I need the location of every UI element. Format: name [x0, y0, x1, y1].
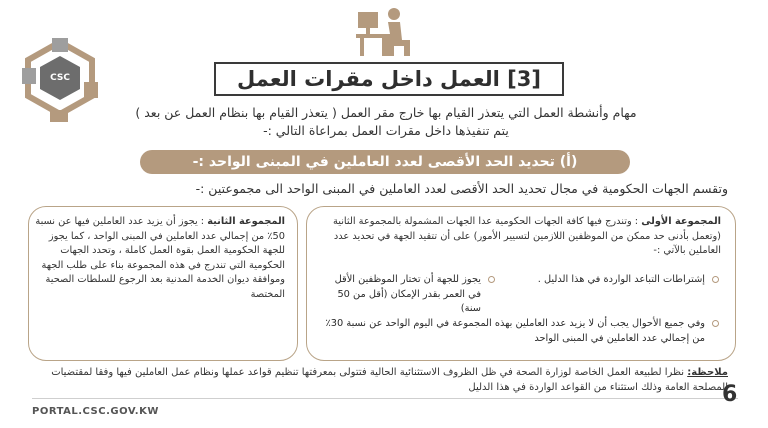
bullet-icon — [712, 320, 719, 327]
note-text: نظرا لطبيعة العمل الخاصة لوزارة الصحة في ظل الظروف الاستثنائية الحالية فتتولى بمعرفتها تنظيم قواعد عملها ونظام عمل العاملين فيها وفقا لمقتضيات المصلحة العامة وذلك استثناء من القواعد الواردة في هذا الدليل — [51, 367, 728, 393]
page-title: [3] العمل داخل مقرات العمل — [214, 62, 564, 96]
groups-intro: وتقسم الجهات الحكومية في مجال تحديد الحد الأقصى لعدد العاملين في المبنى الواحد الى مجموعتين :- — [195, 181, 728, 196]
group-one-text — [319, 215, 721, 259]
group-one-bullet-1 — [501, 273, 719, 288]
bullet-text: يجوز للجهة أن تختار الموظفين الأقل في العمر بقدر الإمكان (أقل من 50 سنة) — [334, 274, 481, 314]
bullet-icon — [712, 276, 719, 283]
note-paragraph — [28, 365, 728, 395]
intro-paragraph — [56, 104, 716, 140]
logo-text: CSC — [50, 73, 70, 83]
group-one-bullet-3 — [319, 317, 719, 346]
group-two-text — [35, 215, 285, 302]
group-one-label: المجموعة الأولى — [641, 216, 721, 227]
section-heading: (أ) تحديد الحد الأقصى لعدد العاملين في المبنى الواحد :- — [140, 150, 630, 174]
desk-worker-icon — [356, 6, 412, 58]
intro-line-1: مهام وأنشطة العمل التي يتعذر القيام بها خارج مقر العمل ( يتعذر القيام بها بنظام العمل عن بعد ) — [135, 105, 637, 120]
intro-line-2: يتم تنفيذها داخل مقرات العمل بمراعاة التالي :- — [263, 123, 509, 138]
bullet-icon — [488, 276, 495, 283]
footer — [0, 398, 768, 428]
group-two-card — [28, 206, 298, 361]
group-one-body: : وتندرج فيها كافة الجهات الحكومية عدا الجهات المشمولة بالمجموعة الثانية (وتعمل بأدنى حد ممكن من الموظفين اللازمين لتسيير الأمور) على أن تتقيد الجهة في تحديد عدد العاملين بالآتي :- — [332, 216, 721, 256]
group-one-card — [306, 206, 736, 361]
bullet-text: وفي جميع الأحوال يجب أن لا يزيد عدد العاملين بهذه المجموعة في اليوم الواحد عن نسبة 30٪ من إجمالي عدد العاملين في المبنى الواحد — [325, 318, 705, 344]
note-label: ملاحظة: — [687, 367, 728, 378]
group-one-bullet-2 — [319, 273, 495, 317]
footer-divider — [32, 398, 738, 399]
group-two-label: المجموعة الثانية — [207, 216, 285, 227]
bullet-text: إشتراطات التباعد الواردة في هذا الدليل . — [537, 274, 705, 285]
page-number: 6 — [722, 382, 738, 407]
group-two-body: : يجوز أن يزيد عدد العاملين فيها عن نسبة 50٪ من إجمالي عدد العاملين في المبنى الواحد ، كما يجوز للجهة الحكومية العمل بقوة العمل كاملة ، وتحدد الجهات الحكومية التي تندرج في هذه المجموعة بناء على طلب الجهة وموافقة ديوان الخدمة المدنية بعد الرجوع للسلطات الصحية المختصة — [35, 216, 285, 300]
footer-url: PORTAL.CSC.GOV.KW — [32, 406, 159, 417]
